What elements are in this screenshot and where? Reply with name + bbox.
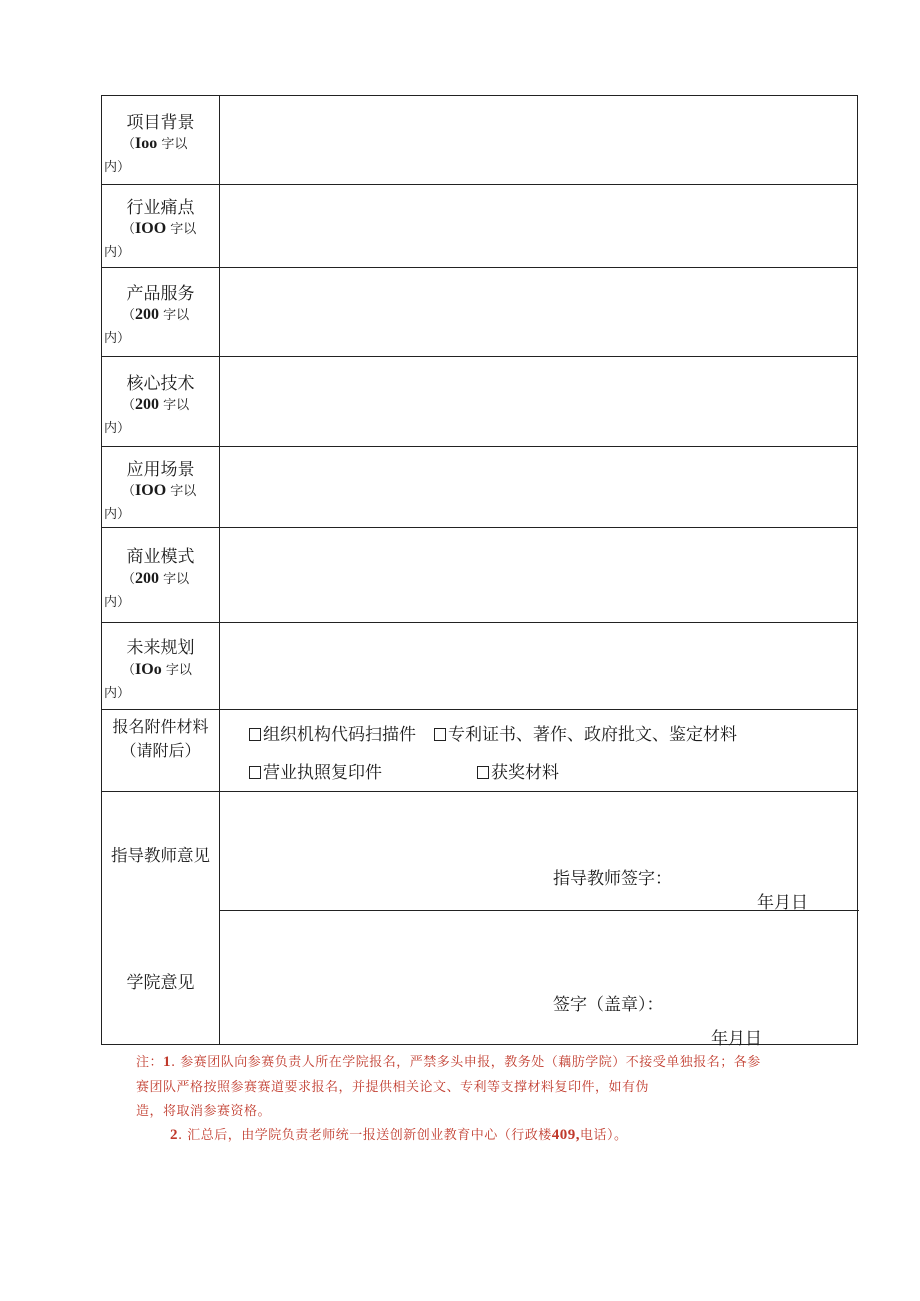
note-1-line-2: 赛团队严格按照参赛赛道要求报名，并提供相关论文、专利等支撑材料复印件，如有伪 — [136, 1080, 650, 1095]
word-limit: （IOo 字以 — [122, 661, 192, 678]
attachment-option-business-license[interactable]: 营业执照复印件 — [249, 758, 382, 783]
row-label-application-scenario: 应用场景 — [126, 460, 195, 480]
note-2: 2. 汇总后，由学院负责老师统一报送创新创业教育中心（行政楼409,电话）。 — [170, 1127, 628, 1143]
row-label-business-model: 商业模式 — [126, 547, 195, 567]
application-scenario-field[interactable] — [220, 447, 858, 527]
word-limit: （IOO 字以 — [122, 482, 197, 499]
industry-pain-points-field[interactable] — [220, 185, 858, 267]
word-limit: （200 字以 — [122, 306, 190, 323]
future-plan-field[interactable] — [220, 623, 858, 709]
college-opinion-field[interactable] — [220, 911, 858, 1045]
note-1-line-3: 造，将取消参赛资格。 — [136, 1104, 272, 1119]
checkbox-icon[interactable] — [477, 766, 489, 779]
word-limit: （IOO 字以 — [122, 220, 197, 237]
word-limit-tail: 内） — [104, 507, 131, 522]
business-model-field[interactable] — [220, 528, 858, 622]
word-limit-tail: 内） — [104, 160, 131, 175]
attachment-option-patents[interactable]: 专利证书、著作、政府批文、鉴定材料 — [434, 720, 737, 745]
row-label-college-opinion: 学院意见 — [126, 973, 195, 993]
note-1-line-1: 注：1. 参赛团队向参赛负责人所在学院报名，严禁多头申报，教务处（藕肪学院）不接受单独报名；各参 — [136, 1054, 761, 1070]
project-background-field[interactable] — [220, 96, 858, 184]
attachment-option-org-code[interactable]: 组织机构代码扫描件 — [249, 720, 416, 745]
registration-form-table — [101, 95, 858, 1049]
row-label-product-service: 产品服务 — [126, 284, 195, 304]
core-technology-field[interactable] — [220, 357, 858, 446]
row-label-attachments-note: （请附后） — [120, 741, 201, 760]
row-divider — [102, 709, 857, 710]
word-limit-tail: 内） — [104, 331, 131, 346]
college-date-label: 年月日 — [711, 1029, 762, 1049]
row-label-project-background: 项目背景 — [126, 113, 195, 133]
word-limit: （200 字以 — [122, 570, 190, 587]
row-label-future-plan: 未来规划 — [126, 638, 195, 658]
attachment-option-awards[interactable]: 获奖材料 — [477, 758, 559, 783]
row-label-attachments: 报名附件材料 — [112, 717, 209, 736]
checkbox-icon[interactable] — [249, 766, 261, 779]
row-label-advisor-opinion: 指导教师意见 — [111, 846, 210, 865]
college-signature-label: 签字（盖章）： — [553, 995, 664, 1015]
advisor-date-label: 年月日 — [757, 893, 808, 913]
word-limit-tail: 内） — [104, 245, 131, 260]
row-label-core-technology: 核心技术 — [126, 374, 195, 394]
word-limit-tail: 内） — [104, 686, 131, 701]
word-limit-tail: 内） — [104, 595, 131, 610]
checkbox-icon[interactable] — [434, 728, 446, 741]
advisor-signature-label: 指导教师签字： — [553, 869, 672, 889]
word-limit-tail: 内） — [104, 421, 131, 436]
checkbox-icon[interactable] — [249, 728, 261, 741]
product-service-field[interactable] — [220, 268, 858, 356]
word-limit: （200 字以 — [122, 396, 190, 413]
word-limit: （Ioo 字以 — [122, 135, 188, 152]
row-label-industry-pain-points: 行业痛点 — [126, 198, 195, 218]
